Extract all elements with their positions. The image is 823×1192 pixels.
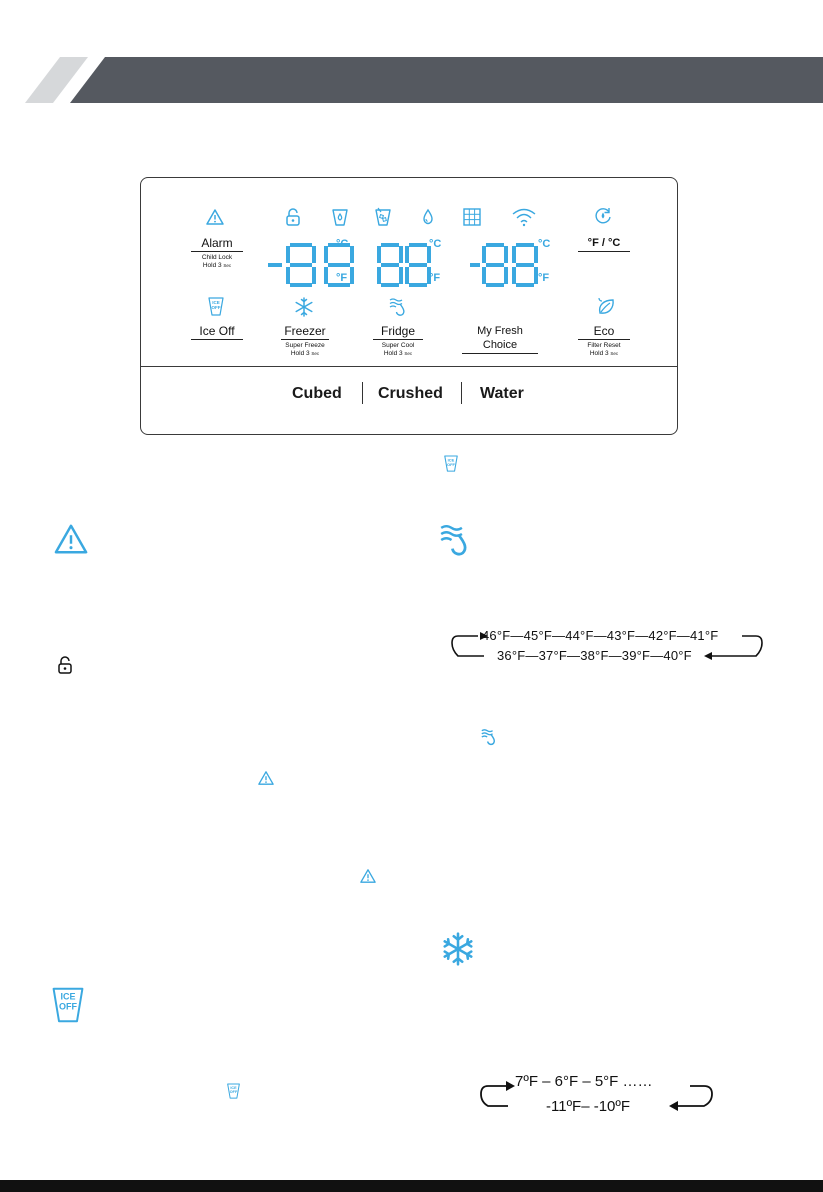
- svg-text:ICE: ICE: [60, 991, 76, 1002]
- fridge-label: Fridge: [373, 324, 423, 340]
- fridge-cycle-top: 46°F—45°F—44°F—43°F—42°F—41°F: [482, 628, 719, 643]
- fridge-cycle-bottom: 36°F—37°F—38°F—39°F—40°F: [497, 648, 692, 663]
- freezer-cycle-bottom: -11ºF– -10ºF: [546, 1098, 631, 1115]
- third-fahrenheit-unit: °F: [538, 272, 550, 284]
- freezer-cycle-top: 7ºF – 6°F – 5°F ……: [515, 1073, 653, 1090]
- ice-off-label: Ice Off: [191, 324, 243, 340]
- snowflake-icon: [441, 932, 475, 966]
- alarm-label: Alarm: [191, 236, 243, 252]
- fridge-button[interactable]: [373, 324, 423, 358]
- eco-leaf-icon: [595, 295, 617, 317]
- ice-dispense-icon[interactable]: [374, 207, 392, 227]
- freezer-temp-display: [268, 243, 366, 287]
- footer-band: [0, 1180, 823, 1192]
- my-fresh-choice-label: My Fresh Choice: [462, 324, 538, 354]
- fridge-temp-display: [377, 243, 431, 287]
- water-icon[interactable]: [331, 207, 349, 227]
- third-temp-display: [470, 243, 538, 287]
- freezer-sub-label: Super Freeze Hold 3 Sec: [285, 342, 325, 357]
- cubed-button[interactable]: Cubed: [292, 385, 342, 402]
- panel-divider: [140, 366, 678, 367]
- svg-text:OFF: OFF: [447, 461, 455, 467]
- alarm-sub-label: Child Lock Hold 3 Sec: [201, 254, 233, 269]
- ice-off-icon: [207, 297, 225, 317]
- svg-text:OFF: OFF: [211, 305, 221, 310]
- filter-icon: [462, 207, 482, 227]
- third-celsius-unit: °C: [538, 238, 551, 250]
- snowflake-icon: [294, 297, 314, 317]
- ice-off-button[interactable]: [191, 324, 243, 340]
- crushed-button[interactable]: Crushed: [378, 385, 443, 402]
- fridge-celsius-unit: °C: [429, 238, 442, 250]
- freezer-button[interactable]: [281, 324, 329, 358]
- my-fresh-choice-button[interactable]: [462, 324, 538, 354]
- header-band: [0, 57, 823, 103]
- warning-icon: [257, 770, 275, 786]
- warning-icon: [52, 522, 90, 556]
- fridge-drop-icon: [388, 296, 408, 318]
- svg-text:ICE: ICE: [447, 457, 455, 463]
- warning-icon: [359, 868, 377, 884]
- fridge-drop-icon: [480, 727, 498, 747]
- svg-text:ICE: ICE: [212, 300, 220, 305]
- warning-icon: [205, 208, 225, 226]
- svg-text:OFF: OFF: [229, 1090, 238, 1095]
- lock-icon[interactable]: [284, 207, 302, 227]
- water-button[interactable]: Water: [480, 385, 524, 402]
- freezer-fahrenheit-unit: °F: [336, 272, 348, 284]
- ice-off-icon: [226, 1083, 241, 1100]
- alarm-button[interactable]: [191, 236, 243, 270]
- eco-label: Eco: [578, 324, 630, 340]
- eco-sub-label: Filter Reset Hold 3 Sec: [587, 342, 621, 357]
- refresh-icon: [593, 206, 613, 226]
- fridge-sub-label: Super Cool Hold 3 Sec: [381, 342, 415, 357]
- lock-icon: [56, 655, 74, 675]
- fridge-fahrenheit-unit: °F: [429, 272, 441, 284]
- dispenser-separator: [461, 382, 462, 404]
- freezer-celsius-unit: °C: [336, 238, 349, 250]
- temp-unit-label: °F / °C: [578, 236, 630, 252]
- dispenser-separator: [362, 382, 363, 404]
- svg-text:OFF: OFF: [59, 1001, 77, 1012]
- ice-off-icon: [443, 455, 459, 473]
- water-drop-icon[interactable]: [419, 207, 437, 227]
- freezer-label: Freezer: [281, 324, 329, 340]
- ice-off-icon: [49, 987, 87, 1023]
- fridge-drop-icon: [437, 521, 473, 559]
- temp-unit-button[interactable]: [578, 236, 630, 252]
- svg-text:ICE: ICE: [230, 1086, 237, 1090]
- wifi-icon: [511, 207, 537, 227]
- eco-button[interactable]: [578, 324, 630, 358]
